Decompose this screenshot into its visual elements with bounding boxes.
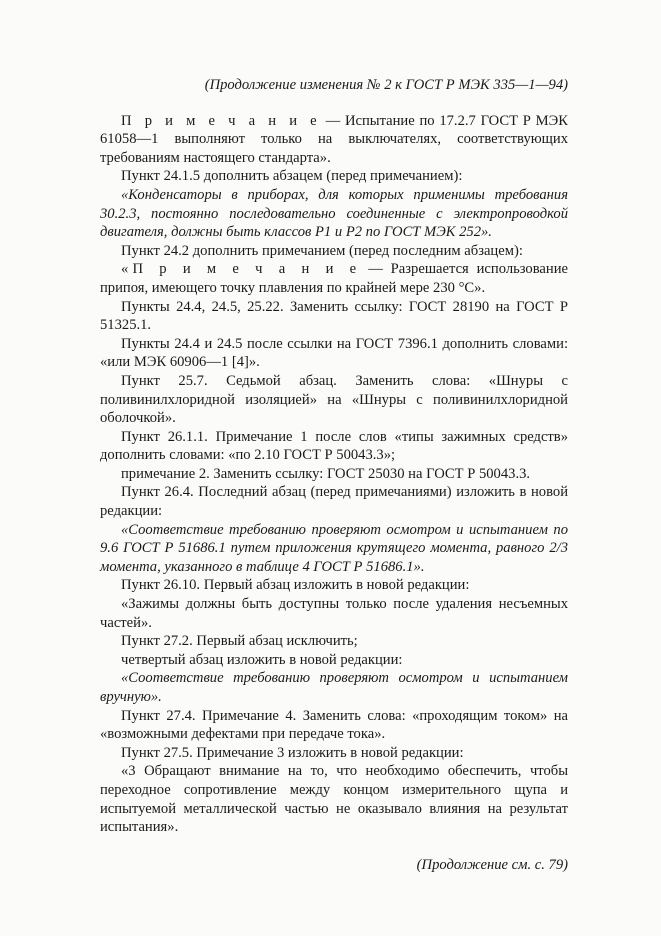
note-label: П р и м е ч а н и е xyxy=(121,112,321,129)
note-label: «П р и м е ч а н и е xyxy=(121,261,361,278)
paragraph-torque-quote: «Соответствие требованию проверяют осмотром и испытанием по 9.6 ГОСТ Р 51686.1 путем приложения крутящего момента, равного 2/3 момента, указанного в таблице 4 ГОСТ Р 51686.1». xyxy=(100,521,568,575)
page-header: (Продолжение изменения № 2 к ГОСТ Р МЭК 335—1—94) xyxy=(204,77,568,93)
paragraph-note-17-2-7 xyxy=(100,112,568,168)
paragraph-27-4: Пункт 27.4. Примечание 4. Заменить слова: «проходящим током» на «возможными дефектами при передаче тока». xyxy=(100,707,568,743)
page-footer: (Продолжение см. с. 79) xyxy=(416,856,568,873)
paragraph-27-2: Пункт 27.2. Первый абзац исключить; xyxy=(121,633,358,650)
paragraph-27-5: Пункт 27.5. Примечание 3 изложить в новой редакции: xyxy=(121,744,464,761)
paragraph-fourth-abzac: четвертый абзац изложить в новой редакции: xyxy=(121,651,403,668)
paragraph-text: — Разрешается использование припоя, имеющего точку плавления по крайней мере 230 °С». xyxy=(100,261,569,296)
paragraph-text: — Испытание по 17.2.7 ГОСТ Р МЭК 61058—1 выполняют только на выключателях, соответствующих требованиям настоящего стандарта». xyxy=(100,112,568,166)
paragraph-capacitors-quote: «Конденсаторы в приборах, для которых применимы требования 30.2.3, постоянно последовательно соединенные с электропроводкой двигателя, должны быть классов Р1 и Р2 по ГОСТ МЭК 252». xyxy=(100,186,568,241)
paragraph-26-10: Пункт 26.10. Первый абзац изложить в новой редакции: xyxy=(121,577,470,594)
paragraph-24-2: Пункт 24.2 дополнить примечанием (перед последним абзацем): xyxy=(121,242,523,259)
document-body xyxy=(100,76,568,874)
paragraph-solder-note xyxy=(100,260,568,297)
paragraph-note-2: примечание 2. Заменить ссылку: ГОСТ 25030 на ГОСТ Р 50043.3. xyxy=(121,465,531,482)
paragraph-probe-quote: «3 Обращают внимание на то, что необходимо обеспечить, чтобы переходное сопротивление между концом измерительного щупа и испытуемой металлической частью не оказывало влияния на результат испытания». xyxy=(100,763,568,836)
paragraph-24-1-5: Пункт 24.1.5 дополнить абзацем (перед примечанием): xyxy=(121,168,463,185)
paragraph-terminals-quote: «Зажимы должны быть доступны только после удаления несъемных частей». xyxy=(100,596,568,631)
paragraph-24-4-reference: Пункты 24.4, 24.5, 25.22. Заменить ссылку: ГОСТ 28190 на ГОСТ Р 51325.1. xyxy=(100,298,568,334)
paragraph-25-7: Пункт 25.7. Седьмой абзац. Заменить слова: «Шнуры с поливинилхлоридной изоляцией» на «Шнуры с поливинилхлоридной оболочкой». xyxy=(100,372,568,427)
paragraph-manual-test-quote: «Соответствие требованию проверяют осмотром и испытанием вручную». xyxy=(100,670,568,705)
paragraph-26-1-1: Пункт 26.1.1. Примечание 1 после слов «типы зажимных средств» дополнить словами: «по 2.10 ГОСТ Р 50043.3»; xyxy=(100,428,568,464)
paragraph-26-4: Пункт 26.4. Последний абзац (перед примечаниями) изложить в новой редакции: xyxy=(100,484,568,520)
paragraph-24-4-24-5-addition: Пункты 24.4 и 24.5 после ссылки на ГОСТ 7396.1 дополнить словами: «или МЭК 60906—1 [4]». xyxy=(100,335,568,371)
